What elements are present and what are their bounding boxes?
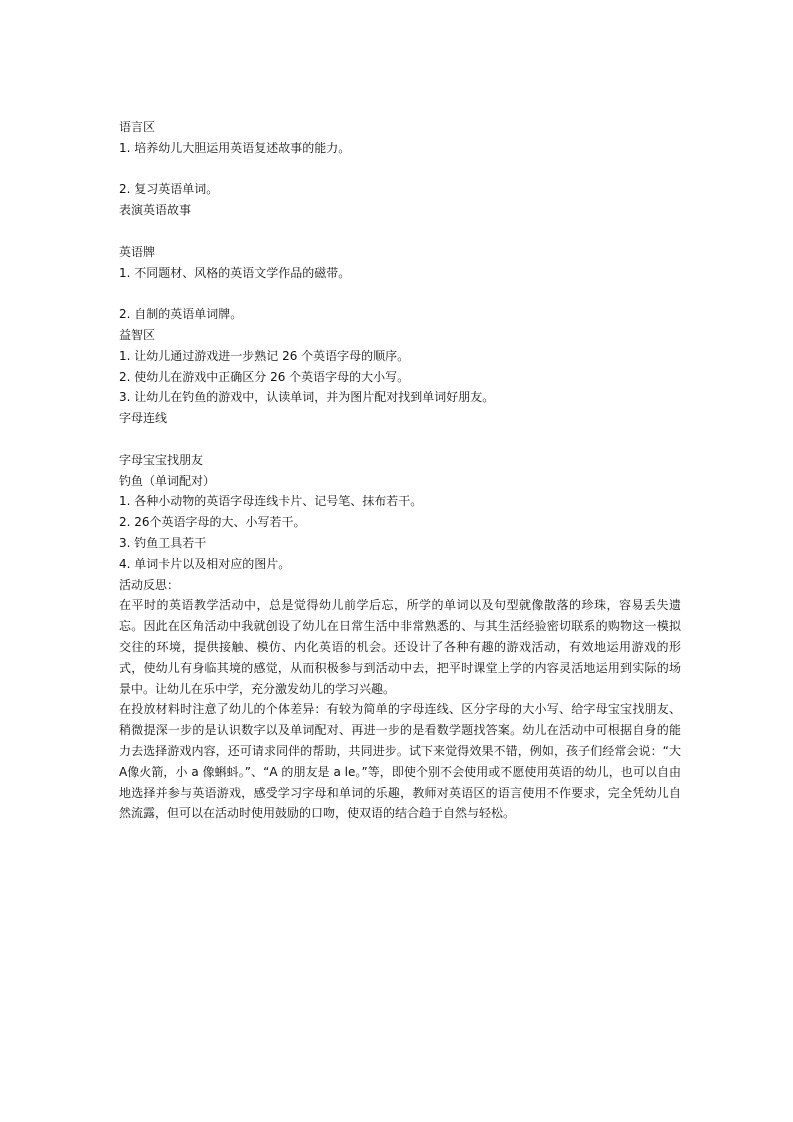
material-item-3: 3. 钓鱼工具若干 [119, 535, 207, 550]
puzzle-activity-1: 字母连线 [119, 411, 168, 426]
reflection-title: 活动反思： [119, 577, 180, 592]
cards-item-2: 2. 自制的英语单词牌。 [119, 307, 243, 322]
material-item-4: 4. 单词卡片以及相对应的图片。 [119, 556, 291, 571]
puzzle-goal-2: 2. 使幼儿在游戏中正确区分 26 个英语字母的大小写。 [119, 369, 410, 384]
puzzle-goal-1: 1. 让幼儿通过游戏进一步熟记 26 个英语字母的顺序。 [119, 348, 410, 363]
section-title-puzzle: 益智区 [119, 327, 156, 342]
blank-line [119, 221, 681, 242]
section-title-language: 语言区 [119, 120, 156, 134]
language-goal-2: 2. 复习英语单词。 [119, 182, 219, 197]
cards-item-1: 1. 不同题材、风格的英语文学作品的磁带。 [119, 265, 351, 280]
section-title-cards: 英语牌 [119, 244, 156, 259]
puzzle-activity-3: 钓鱼（单词配对） [119, 473, 216, 488]
language-activity: 表演英语故事 [119, 203, 192, 218]
blank-line [119, 283, 681, 304]
document-body [119, 117, 681, 824]
reflection-paragraph-2: 在投放材料时注意了幼儿的个体差异：有较为简单的字母连线、区分字母的大小写、给字母宝宝找朋友、稍微提深一步的是认识数字以及单词配对、再进一步的是看数学题找答案。幼儿在活动中可根据自身的能力去选择游戏内容，还可请求同伴的帮助，共同进步。试下来觉得效果不错，例如，孩子们经常会说：“大A像火箭，小 a 像蝌蚪。”、“A 的朋友是 a le。”等，即使个别不会使用或不愿使用英语的幼儿，也可以自由地选择并参与英语游戏，感受学习字母和单词的乐趣，教师对英语区的语言使用不作要求，完全凭幼儿自然流露，但可以在活动时使用鼓励的口吻，使双语的结合趋于自然与轻松。 [119, 702, 681, 821]
material-item-1: 1. 各种小动物的英语字母连线卡片、记号笔、抹布若干。 [119, 494, 423, 509]
blank-line [119, 159, 681, 180]
language-goal-1: 1. 培养幼儿大胆运用英语复述故事的能力。 [119, 140, 351, 155]
material-item-2: 2. 26个英语字母的大、小写若干。 [119, 515, 306, 530]
puzzle-goal-3: 3. 让幼儿在钓鱼的游戏中，认读单词，并为图片配对找到单词好朋友。 [119, 390, 495, 405]
puzzle-activity-2: 字母宝宝找朋友 [119, 452, 204, 467]
reflection-paragraph-1: 在平时的英语教学活动中，总是觉得幼儿前学后忘，所学的单词以及句型就像散落的珍珠，容易丢失遗忘。因此在区角活动中我就创设了幼儿在日常生活中非常熟悉的、与其生活经验密切联系的购物这一模拟交往的环境，提供接触、模仿、内化英语的机会。还设计了各种有趣的游戏活动，有效地运用游戏的形式，使幼儿有身临其境的感觉，从而积极参与到活动中去，把平时课堂上学的内容灵活地运用到实际的场景中。让幼儿在乐中学，充分激发幼儿的学习兴趣。 [119, 598, 681, 696]
blank-line [119, 429, 681, 450]
